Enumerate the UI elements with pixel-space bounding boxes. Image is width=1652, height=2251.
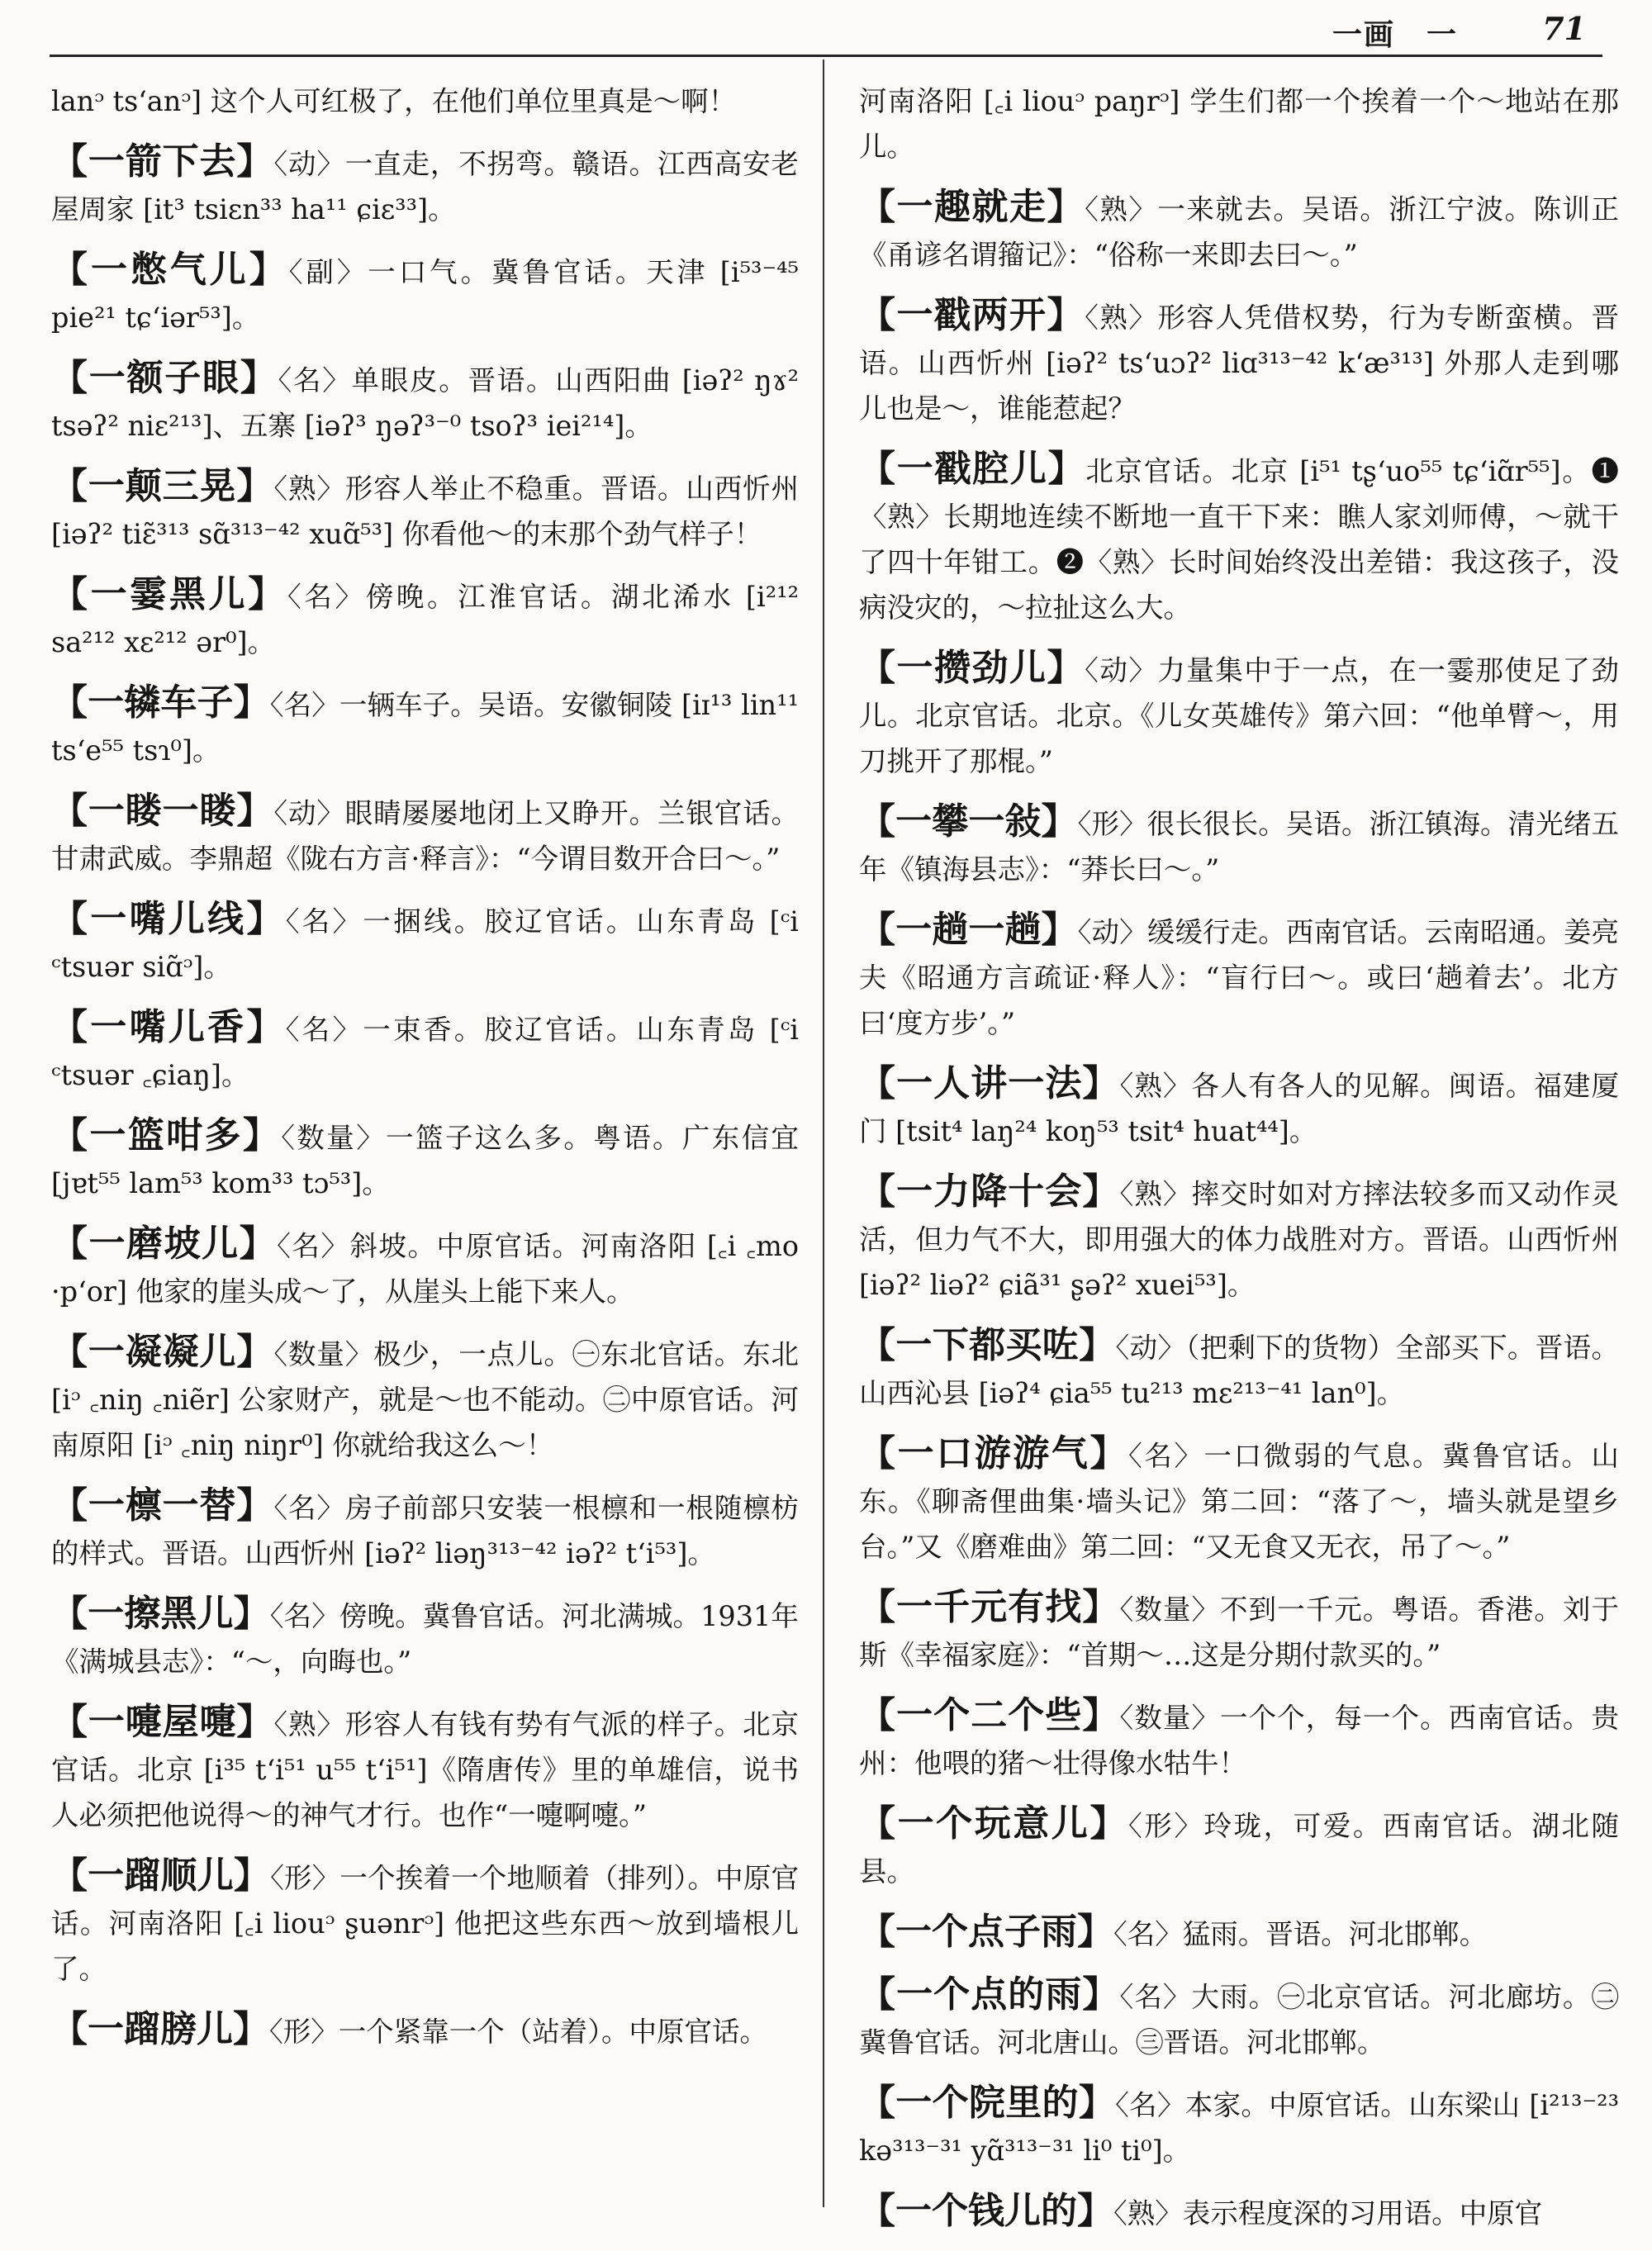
entry-headword: 【一个院里的】 xyxy=(859,2082,1116,2124)
entry-definition: 北京官话。北京 [i⁵¹ tʂ‘uo⁵⁵ tɕ‘iɑ̃r⁵⁵]。❶〈熟〉长期地连续不断地一直干下来：瞧人家刘师傅，～就干了四十年钳工。❷〈熟〉长时间始终没出差错：我这孩子，没病没灾的，～拉扯这么大。 xyxy=(859,455,1619,624)
entry-definition: 〈名〉一口微弱的气息。冀鲁官话。山东。《聊斋俚曲集·墙头记》第二回：“落了～，墙头就是望乡台。”又《磨难曲》第二回：“又无食又无衣，吊了～。” xyxy=(859,1440,1620,1563)
dictionary-entry xyxy=(859,1323,1619,1416)
entry-headword: 【一凝凝儿】 xyxy=(51,1331,274,1373)
dictionary-entry xyxy=(859,1431,1619,1570)
entry-definition: 〈名〉大雨。㊀北京官话。河北廊坊。㊁冀鲁官话。河北唐山。㊂晋语。河北邯郸。 xyxy=(859,1981,1620,2059)
dictionary-entry xyxy=(859,1972,1619,2065)
dictionary-entry xyxy=(51,463,799,557)
entry-headword: 【一人讲一法】 xyxy=(859,1062,1120,1104)
entry-headword: 【一蹓顺儿】 xyxy=(51,1854,271,1897)
entry-definition: 〈名〉傍晚。江淮官话。湖北浠水 [i²¹² sa²¹² xɛ²¹² ər⁰]。 xyxy=(51,581,799,658)
dictionary-entry xyxy=(859,1909,1619,1957)
entry-definition: 〈名〉单眼皮。晋语。山西阳曲 [iəʔ² ŋɤ² tsəʔ² niɛ²¹³]、五寨 [iəʔ³ ŋəʔ³⁻⁰ tsoʔ³ iei²¹⁴]。 xyxy=(51,364,799,442)
entry-headword: 【一口游游气】 xyxy=(859,1432,1129,1475)
dictionary-entry xyxy=(859,1801,1619,1894)
entry-headword: 【一䁖一䁖】 xyxy=(51,790,274,832)
dictionary-entry xyxy=(51,1004,799,1098)
entry-headword: 【一戳两开】 xyxy=(859,294,1085,336)
entry-headword: 【一攀一敍】 xyxy=(859,800,1078,843)
dictionary-entry xyxy=(859,184,1619,278)
dictionary-entry xyxy=(51,788,799,881)
dictionary-entry xyxy=(51,572,799,665)
column-divider xyxy=(823,59,824,2207)
entry-headword: 【一篮咁多】 xyxy=(51,1114,282,1156)
dictionary-entry xyxy=(51,1329,799,1468)
entry-definition: 〈名〉猛雨。晋语。河北邯郸。 xyxy=(1113,1918,1488,1950)
dictionary-entry xyxy=(51,1113,799,1206)
entry-headword: 【一个玩意儿】 xyxy=(859,1802,1129,1845)
dictionary-entry xyxy=(51,896,799,990)
entry-headword: 【一趣就走】 xyxy=(859,186,1085,228)
entry-headword: 【一力降十会】 xyxy=(859,1171,1120,1213)
entry-headword: 【一磨坡儿】 xyxy=(51,1223,278,1265)
entry-definition: 〈形〉一个挨着一个地顺着（排列）。中原官话。河南洛阳 [꜀i liouᵓ ʂuənrᵓ] 他把这些东西～放到墙根儿了。 xyxy=(51,1862,800,1985)
entry-definition: 〈熟〉形容人举止不稳重。晋语。山西忻州 [iəʔ² tiɛ̃³¹³ sɑ̃³¹³⁻⁴² xuɑ̃⁵³] 你看他～的末那个劲气样子！ xyxy=(51,473,799,550)
dictionary-entry xyxy=(859,1169,1619,1308)
entry-headword: 【一戳腔儿】 xyxy=(859,448,1086,490)
entry-definition: 〈动〉（把剩下的货物）全部买下。晋语。山西沁县 [iəʔ⁴ ɕia⁵⁵ tu²¹³ mɛ²¹³⁻⁴¹ lan⁰]。 xyxy=(859,1332,1620,1409)
entry-definition: 〈动〉缓缓行走。西南官话。云南昭通。姜亮夫《昭通方言疏证·释人》：“盲行曰～。或曰‘趟着去’。北方曰‘度方步’。” xyxy=(859,916,1620,1039)
dictionary-entry xyxy=(51,1853,799,1992)
entry-definition: 河南洛阳 [꜀i liouᵓ paŋrᵓ] 学生们都一个挨着一个～地站在那儿。 xyxy=(859,85,1619,163)
entry-definition: 〈名〉一束香。胶辽官话。山东青岛 [ᶜi ᶜtsuər ꜀ɕiaŋ]。 xyxy=(51,1014,800,1091)
dictionary-entry xyxy=(859,76,1619,169)
entry-headword: 【一擦黑儿】 xyxy=(51,1593,270,1635)
entry-headword: 【一千元有找】 xyxy=(859,1586,1120,1628)
entry-definition: 〈形〉一个紧靠一个（站着）。中原官话。 xyxy=(269,2016,767,2048)
entry-definition: 〈熟〉摔交时如对方摔法较多而又动作灵活，但力气不大，即用强大的体力战胜对方。晋语。山西忻州 [iəʔ² liəʔ² ɕiã³¹ ʂəʔ² xuei⁵³]。 xyxy=(859,1178,1620,1301)
entry-definition: 〈数量〉不到一千元。粤语。香港。刘于斯《幸福家庭》：“首期～…这是分期付款买的。” xyxy=(859,1593,1620,1671)
dictionary-entry xyxy=(859,2080,1619,2173)
entry-definition: 〈名〉房子前部只安装一根檩和一根随檩枋的样式。晋语。山西忻州 [iəʔ² liəŋ³¹³⁻⁴² iəʔ² t‘i⁵³]。 xyxy=(51,1492,799,1570)
dictionary-entry xyxy=(859,1061,1619,1154)
dictionary-entry xyxy=(859,645,1619,784)
entry-headword: 【一憋气儿】 xyxy=(51,249,289,291)
page-number: 71 xyxy=(1542,10,1586,47)
page-header xyxy=(50,0,1602,58)
entry-headword: 【一额子眼】 xyxy=(51,357,278,399)
entry-definition: 〈熟〉表示程度深的习用语。中原官 xyxy=(1113,2197,1543,2230)
entry-definition: 〈熟〉一来就去。吴语。浙江宁波。陈训正《甬谚名谓籀记》：“俗称一来即去曰～。” xyxy=(859,193,1619,271)
entry-definition: 〈熟〉形容人有钱有势有气派的样子。北京官话。北京 [i³⁵ t‘i⁵¹ u⁵⁵ t‘i⁵¹]《隋唐传》里的单雄信，说书人必须把他说得～的神气才行。也作“一嚏啊嚏。” xyxy=(51,1708,799,1831)
entry-definition: 〈名〉本家。中原官话。山东梁山 [i²¹³⁻²³ kə³¹³⁻³¹ yɑ̃³¹³⁻³¹ li⁰ ti⁰]。 xyxy=(859,2089,1619,2167)
entry-headword: 【一箭下去】 xyxy=(51,140,274,183)
entry-headword: 【一蹓膀儿】 xyxy=(51,2008,269,2050)
dictionary-entry xyxy=(51,680,799,773)
entry-definition: 〈名〉一辆车子。吴语。安徽铜陵 [iɪ¹³ lin¹¹ ts‘e⁵⁵ tsɿ⁰]。 xyxy=(51,689,799,767)
dictionary-entry xyxy=(51,1699,799,1838)
entry-definition: 〈数量〉极少，一点儿。㊀东北官话。东北 [iᵓ ꜀niŋ ꜀niẽr] 公家财产，就是～也不能动。㊁中原官话。河南原阳 [iᵓ ꜀niŋ niŋr⁰] 你就给我这么～！ xyxy=(51,1338,799,1461)
entry-headword: 【一攒劲儿】 xyxy=(859,647,1085,689)
dictionary-entry xyxy=(859,2188,1619,2236)
dictionary-entry xyxy=(51,355,799,449)
dictionary-entry xyxy=(51,2006,799,2054)
entry-definition: 〈形〉玲珑，可爱。西南官话。湖北随县。 xyxy=(859,1810,1620,1888)
entry-headword: 【一个点的雨】 xyxy=(859,1973,1120,2016)
entry-definition: 〈熟〉形容人凭借权势，行为专断蛮横。晋语。山西忻州 [iəʔ² ts‘uɔʔ² liɑ³¹³⁻⁴² k‘æ³¹³] 外那人走到哪儿也是～，谁能惹起？ xyxy=(859,302,1619,425)
entry-headword: 【一嘴儿线】 xyxy=(51,898,286,940)
dictionary-entry xyxy=(859,799,1619,892)
entry-headword: 【一个二个些】 xyxy=(859,1694,1120,1736)
dictionary-entry xyxy=(859,1584,1619,1678)
entry-definition: 〈形〉很长很长。吴语。浙江镇海。清光绪五年《镇海县志》：“莽长曰～。” xyxy=(859,808,1620,886)
dictionary-entry xyxy=(51,76,799,124)
entry-definition: 〈名〉傍晚。冀鲁官话。河北满城。1931年《满城县志》：“～，向晦也。” xyxy=(51,1600,799,1678)
entry-headword: 【一霎黑儿】 xyxy=(51,573,287,615)
entry-definition: 〈熟〉各人有各人的见解。闽语。福建厦门 [tsit⁴ laŋ²⁴ koŋ⁵³ tsit⁴ huat⁴⁴]。 xyxy=(859,1070,1620,1147)
entry-headword: 【一檩一替】 xyxy=(51,1484,274,1527)
entry-definition: 〈动〉力量集中于一点，在一霎那使足了劲儿。北京官话。北京。《儿女英雄传》第六回：“他单臂～，用刀挑开了那棍。” xyxy=(859,654,1619,777)
entry-definition: 〈数量〉一个个，每一个。西南官话。贵州：他喂的猪～壮得像水牯牛！ xyxy=(859,1702,1620,1779)
dictionary-entry xyxy=(51,1221,799,1314)
dictionary-entry xyxy=(859,1693,1619,1786)
entry-headword: 【一个钱儿的】 xyxy=(859,2190,1113,2232)
entry-definition: 〈副〉一口气。冀鲁官话。天津 [i⁵³⁻⁴⁵ pie²¹ tɕ‘iər⁵³]。 xyxy=(51,256,799,334)
dictionary-entry xyxy=(859,292,1619,431)
entry-definition: 〈名〉一捆线。胶辽官话。山东青岛 [ᶜi ᶜtsuər siɑ̃ᵓ]。 xyxy=(51,905,800,983)
left-column xyxy=(51,76,799,2069)
section-label: 一画 一 xyxy=(1332,17,1458,52)
entry-definition: 〈动〉一直走，不拐弯。赣语。江西高安老屋周家 [it³ tsiɛn³³ ha¹¹ ɕiɛ³³]。 xyxy=(51,148,799,226)
entry-headword: 【一嘴儿香】 xyxy=(51,1006,286,1048)
entry-headword: 【一下都买咗】 xyxy=(859,1324,1116,1366)
dictionary-entry xyxy=(51,1483,799,1576)
right-column xyxy=(859,76,1619,2251)
entry-headword: 【一趟一趟】 xyxy=(859,909,1078,951)
entry-headword: 【一辚车子】 xyxy=(51,681,270,724)
dictionary-entry xyxy=(859,446,1619,630)
dictionary-entry xyxy=(51,1591,799,1684)
entry-headword: 【一颠三晃】 xyxy=(51,465,274,507)
header-rule xyxy=(50,55,1602,57)
dictionary-entry xyxy=(51,139,799,232)
entry-headword: 【一嚏屋嚏】 xyxy=(51,1701,274,1743)
entry-definition: lanᵓ ts‘anᵓ] 这个人可红极了，在他们单位里真是～啊！ xyxy=(51,85,737,117)
dictionary-entry xyxy=(859,907,1619,1046)
entry-definition: 〈动〉眼睛屡屡地闭上又睁开。兰银官话。甘肃武威。李鼎超《陇右方言·释言》：“今谓目数开合曰～。” xyxy=(51,797,799,875)
entry-definition: 〈数量〉一篮子这么多。粤语。广东信宜 [jɐt⁵⁵ lam⁵³ kom³³ tɔ⁵³]。 xyxy=(51,1122,800,1199)
entry-headword: 【一个点子雨】 xyxy=(859,1911,1113,1953)
entry-definition: 〈名〉斜坡。中原官话。河南洛阳 [꜀i ꜀mo ·p‘or] 他家的崖头成～了，从崖头上能下来人。 xyxy=(51,1230,800,1308)
dictionary-entry xyxy=(51,247,799,340)
